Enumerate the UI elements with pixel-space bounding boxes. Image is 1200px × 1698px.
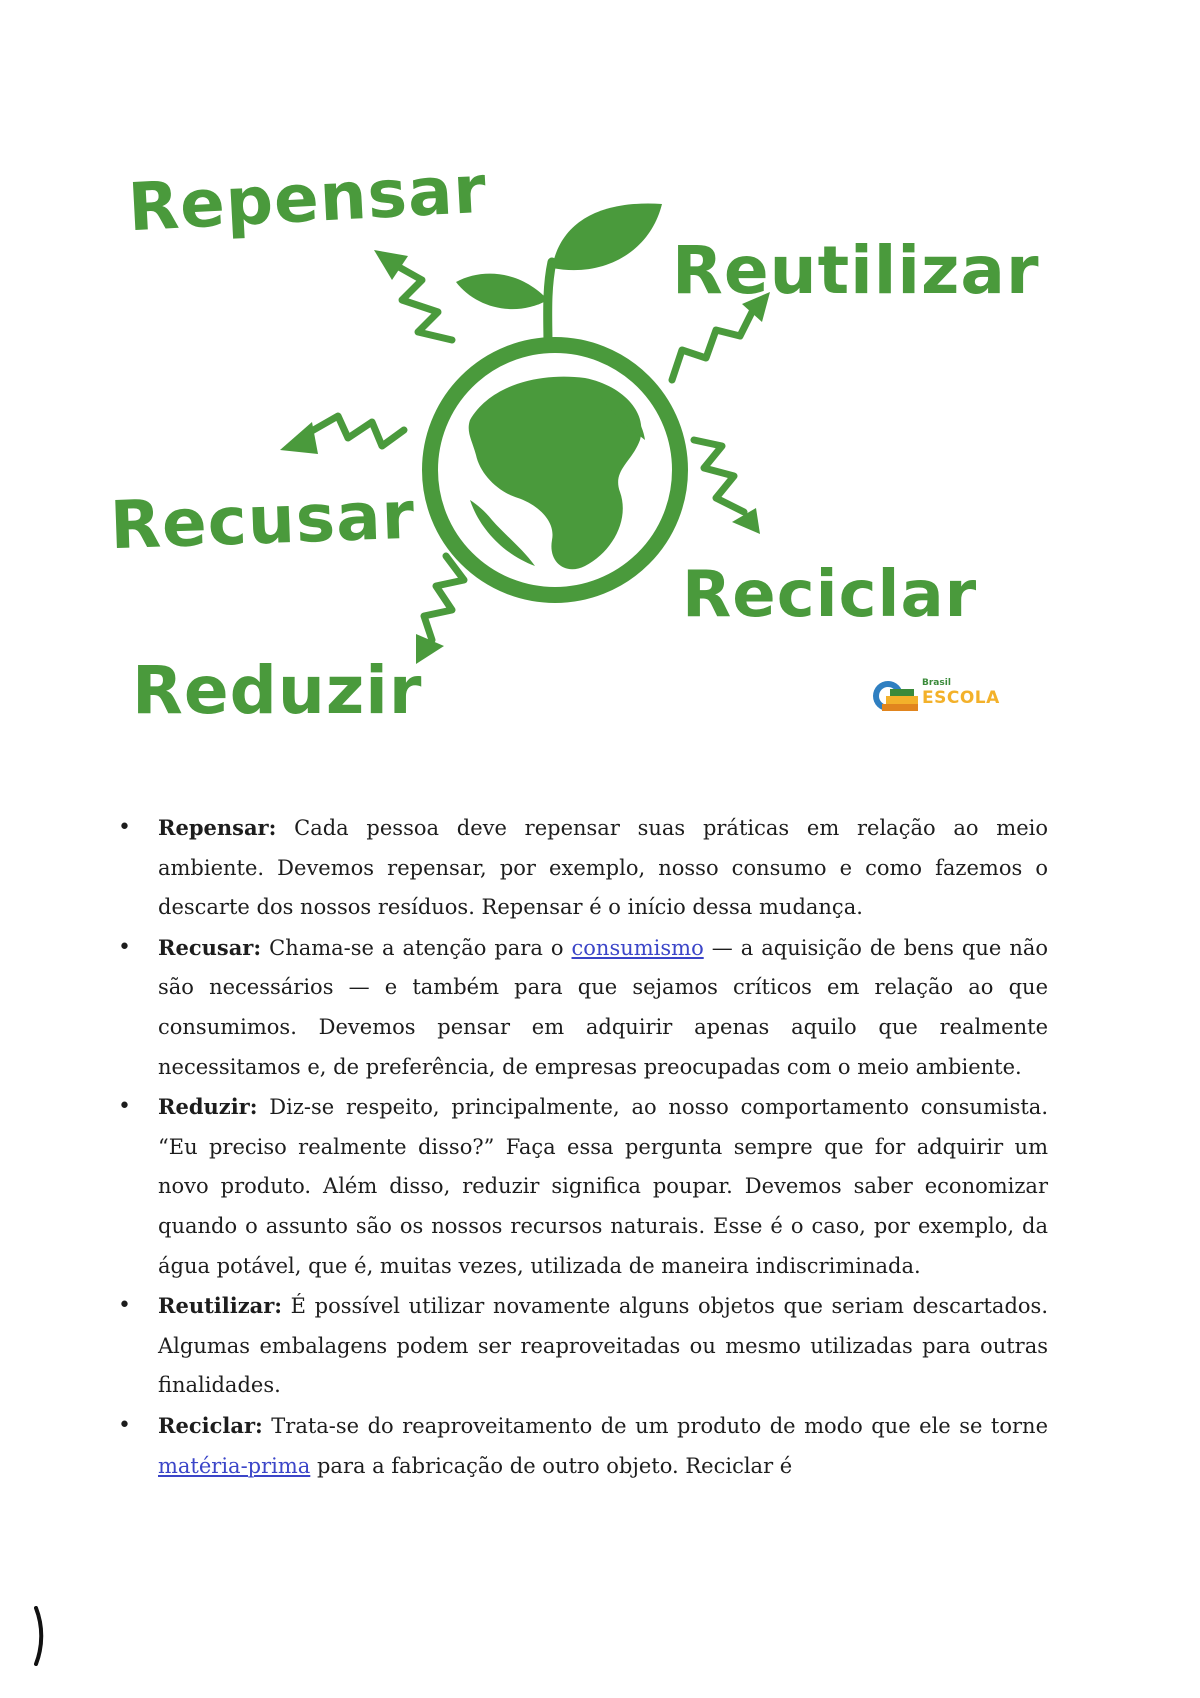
zigzag-arrow-icon (672, 312, 752, 380)
list-item-reciclar (112, 1406, 1048, 1486)
logo-mark-icon (866, 676, 922, 716)
bullet-icon: • (118, 1293, 131, 1319)
term-label: Reutilizar: (158, 1293, 283, 1319)
list-item-reduzir (112, 1087, 1048, 1286)
list-item-repensar (112, 808, 1048, 928)
principles-list (112, 808, 1048, 1486)
zigzag-arrow-icon (694, 440, 744, 512)
bullet-icon: • (118, 1412, 131, 1438)
link-materia-prima[interactable]: matéria-prima (158, 1453, 311, 1478)
r-principles-infographic (0, 0, 1200, 760)
item-text: — a aquisição de bens que não são necessários — e também para que sejamos críticos em relação ao que consumimos. Devemos pensar em adquirir apenas aquilo que realmente necessitamos e, de preferência, de empresas preocupadas com o meio ambiente. (158, 935, 1049, 1079)
logo-text-escola: ESCOLA (922, 688, 1000, 708)
logo-text-brasil: Brasil (922, 678, 951, 688)
zigzag-arrow-icon (390, 262, 452, 340)
link-consumismo[interactable]: consumismo (571, 935, 704, 960)
bullet-icon: • (118, 934, 131, 960)
term-label: Recusar: (158, 934, 262, 960)
brasil-escola-logo (866, 676, 1026, 716)
bullet-icon: • (118, 815, 131, 840)
item-text: Trata-se do reaproveitamento de um produto de modo que ele se torne (262, 1413, 1048, 1438)
term-label: Reciclar: (158, 1412, 263, 1438)
word-reciclar: Reciclar (682, 558, 978, 632)
earth-with-sprout-icon (430, 204, 680, 595)
zigzag-arrow-icon (310, 416, 404, 446)
zigzag-arrow-icon (424, 556, 464, 640)
list-item-reutilizar (112, 1286, 1048, 1406)
item-text: É possível utilizar novamente alguns objetos que seriam descartados. Algumas embalagens podem ser reaproveitadas ou mesmo utilizadas para outras finalidades. (158, 1294, 1048, 1398)
item-text: Cada pessoa deve repensar suas práticas em relação ao meio ambiente. Devemos repensar, por exemplo, nosso consumo e como fazemos o descarte dos nossos resíduos. Repensar é o início dessa mudança. (158, 816, 1048, 920)
word-recusar: Recusar (108, 476, 417, 565)
word-repensar: Repensar (126, 150, 489, 247)
word-reduzir: Reduzir (132, 652, 423, 729)
item-text: para a fabricação de outro objeto. Reciclar é (310, 1453, 793, 1478)
word-reutilizar: Reutilizar (672, 232, 1040, 309)
infographic-art (0, 0, 1200, 760)
list-item-recusar (112, 928, 1048, 1087)
term-label: Repensar: (158, 815, 277, 840)
bullet-icon: • (118, 1094, 131, 1120)
term-label: Reduzir: (158, 1094, 258, 1120)
page-edge-mark (34, 1606, 44, 1666)
item-text: Chama-se a atenção para o (261, 935, 572, 960)
item-text: Diz-se respeito, principalmente, ao nosso comportamento consumista. “Eu preciso realmente disso?” Faça essa pergunta sempre que for adquirir um novo produto. Além disso, reduzir significa poupar. Devemos saber economizar quando o assunto são os nossos recursos naturais. Esse é o caso, por exemplo, da água potável, que é, muitas vezes, utilizada de maneira indiscriminada. (158, 1095, 1048, 1278)
